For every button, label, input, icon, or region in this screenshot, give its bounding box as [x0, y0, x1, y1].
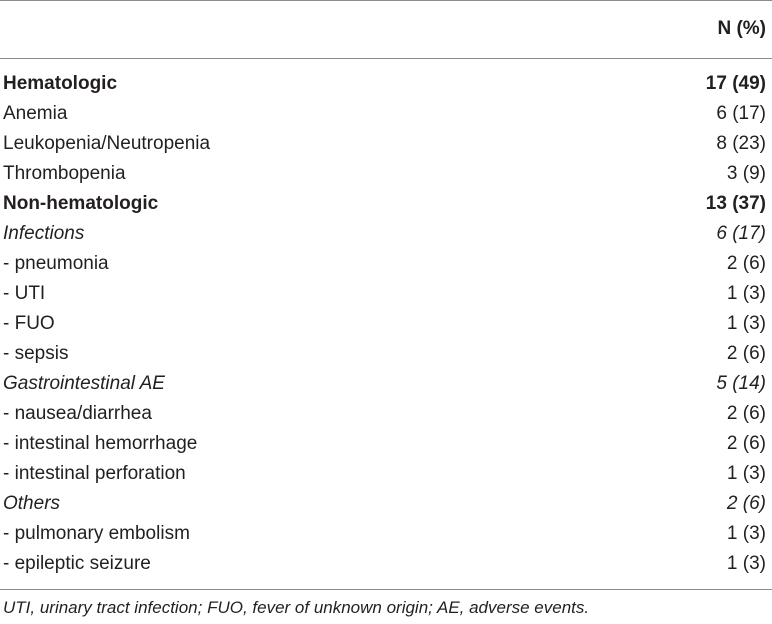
row-value: 2 (6): [726, 403, 766, 424]
table-row: [0, 519, 772, 549]
table-header-rule: [0, 58, 772, 59]
row-label: - UTI: [3, 283, 46, 304]
table-row: [0, 249, 772, 279]
table-row: [0, 159, 772, 189]
table-row: [0, 99, 772, 129]
row-label: - intestinal perforation: [3, 463, 186, 484]
table-top-rule: [0, 0, 772, 1]
table-row: [0, 549, 772, 579]
table-row: [0, 429, 772, 459]
row-label: Infections: [3, 223, 85, 244]
row-value: 8 (23): [716, 133, 766, 154]
table-row: [0, 399, 772, 429]
table-row: [0, 459, 772, 489]
row-value: 13 (37): [705, 193, 766, 214]
row-label: - sepsis: [3, 343, 69, 364]
row-label: - FUO: [3, 313, 55, 334]
table-row: [0, 339, 772, 369]
row-label: - pulmonary embolism: [3, 523, 190, 544]
row-label: - pneumonia: [3, 253, 109, 274]
row-value: 17 (49): [705, 73, 766, 94]
row-value: 1 (3): [726, 283, 766, 304]
row-value: 5 (14): [716, 373, 766, 394]
table-bottom-rule: [0, 589, 772, 590]
row-value: 1 (3): [726, 523, 766, 544]
table-row: [0, 489, 772, 519]
row-value: 2 (6): [726, 343, 766, 364]
table-row: [0, 129, 772, 159]
table-row: [0, 69, 772, 99]
row-value: 1 (3): [726, 313, 766, 334]
row-label: Leukopenia/Neutropenia: [3, 133, 211, 154]
row-value: 1 (3): [726, 553, 766, 574]
row-label: Non-hematologic: [3, 193, 159, 214]
table-row: [0, 219, 772, 249]
table-body: [0, 69, 772, 579]
row-label: Others: [3, 493, 61, 514]
row-value: 6 (17): [716, 103, 766, 124]
row-label: - epileptic seizure: [3, 553, 151, 574]
table-footnote: UTI, urinary tract infection; FUO, fever of unknown origin; AE, adverse events.: [3, 598, 590, 617]
row-value: 6 (17): [716, 223, 766, 244]
row-value: 2 (6): [726, 493, 766, 514]
row-label: - intestinal hemorrhage: [3, 433, 198, 454]
row-label: Anemia: [3, 103, 68, 124]
row-value: 2 (6): [726, 433, 766, 454]
row-value: 3 (9): [726, 163, 766, 184]
table-row: [0, 189, 772, 219]
column-header-n-percent: N (%): [717, 18, 766, 39]
row-value: 2 (6): [726, 253, 766, 274]
table-row: [0, 369, 772, 399]
row-label: - nausea/diarrhea: [3, 403, 152, 424]
table-row: [0, 309, 772, 339]
row-value: 1 (3): [726, 463, 766, 484]
table-row: [0, 279, 772, 309]
row-label: Thrombopenia: [3, 163, 126, 184]
row-label: Hematologic: [3, 73, 118, 94]
row-label: Gastrointestinal AE: [3, 373, 165, 394]
